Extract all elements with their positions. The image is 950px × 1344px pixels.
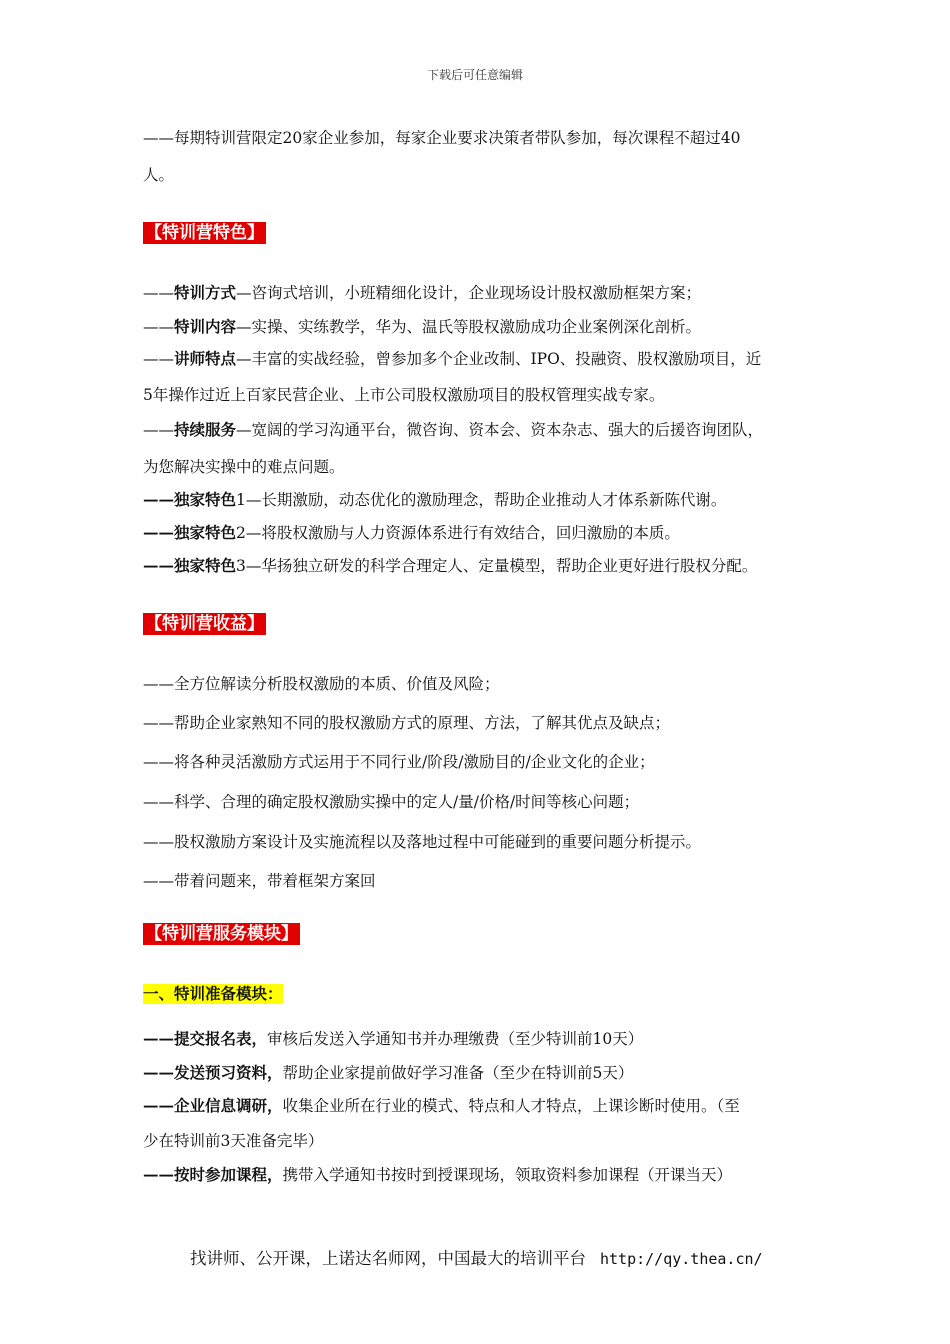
benefit-item: ——股权激励方案设计及实施流程以及落地过程中可能碰到的重要问题分析提示。: [143, 833, 702, 851]
feature-item: [143, 556, 757, 576]
service-item-continuation: 少在特训前3天准备完毕）: [143, 1132, 324, 1150]
sub-heading-preparation: 一、特训准备模块：: [143, 984, 283, 1003]
feature-dash: ——: [143, 284, 174, 302]
page-footer: [190, 1245, 763, 1269]
feature-text: —咨询式培训，小班精细化设计，企业现场设计股权激励框架方案；: [236, 284, 702, 302]
service-text: 收集企业所在行业的模式、特点和人才特点，上课诊断时使用。（至: [282, 1097, 740, 1115]
benefit-item: ——科学、合理的确定股权激励实操中的定人/量/价格/时间等核心问题；: [143, 793, 640, 811]
feature-text: —宽阔的学习沟通平台，微咨询、资本会、资本杂志、强大的后援咨询团队，: [236, 421, 764, 439]
feature-label: 特训内容: [174, 317, 237, 336]
section-heading-features: 【特训营特色】: [145, 223, 264, 243]
intro-line: ——每期特训营限定20家企业参加，每家企业要求决策者带队参加，每次课程不超过40: [143, 129, 741, 147]
benefit-item: ——帮助企业家熟知不同的股权激励方式的原理、方法，了解其优点及缺点；: [143, 714, 671, 732]
feature-number: 1: [236, 491, 246, 509]
service-label: ——提交报名表，: [143, 1029, 268, 1048]
intro-line: 人。: [143, 166, 175, 184]
feature-item: [143, 523, 680, 543]
feature-item: [143, 490, 726, 510]
service-text: 帮助企业家提前做好学习准备（至少在特训前5天）: [282, 1064, 634, 1082]
feature-item: [143, 349, 761, 369]
feature-dash: ——: [143, 556, 174, 575]
feature-label: 独家特色: [174, 556, 237, 575]
section-heading-benefits: 【特训营收益】: [145, 614, 264, 634]
section-heading-service-modules: 【特训营服务模块】: [145, 924, 298, 944]
feature-item: [143, 283, 701, 303]
service-item: [143, 1063, 633, 1083]
feature-label: 讲师特点: [174, 349, 237, 368]
service-label: ——企业信息调研，: [143, 1096, 283, 1115]
service-label: ——发送预习资料，: [143, 1063, 283, 1082]
benefit-item: ——带着问题来，带着框架方案回: [143, 872, 376, 890]
footer-text: 找讲师、公开课，上诺达名师网，中国最大的培训平台: [190, 1249, 586, 1268]
feature-text: —将股权激励与人力资源体系进行有效结合，回归激励的本质。: [245, 524, 680, 542]
feature-number: 3: [236, 557, 246, 575]
feature-label: 独家特色: [174, 523, 237, 542]
feature-dash: ——: [143, 318, 174, 336]
benefit-item: ——将各种灵活激励方式运用于不同行业/阶段/激励目的/企业文化的企业；: [143, 753, 655, 771]
service-item: [143, 1096, 740, 1116]
feature-label: 特训方式: [174, 283, 237, 302]
service-item: [143, 1029, 643, 1049]
feature-dash: ——: [143, 421, 174, 439]
feature-number: 2: [236, 524, 246, 542]
service-text: 携带入学通知书按时到授课现场，领取资料参加课程（开课当天）: [282, 1166, 733, 1184]
service-item: [143, 1165, 732, 1185]
feature-item: [143, 420, 763, 440]
feature-label: 独家特色: [174, 490, 237, 509]
feature-text: —丰富的实战经验，曾参加多个企业改制、IPO、投融资、股权激励项目，近: [236, 350, 762, 368]
feature-item-continuation: 为您解决实操中的难点问题。: [143, 458, 345, 476]
service-label: ——按时参加课程，: [143, 1165, 283, 1184]
feature-item: [143, 317, 701, 337]
feature-dash: ——: [143, 490, 174, 509]
feature-label: 持续服务: [174, 420, 237, 439]
feature-dash: ——: [143, 350, 174, 368]
feature-text: —实操、实练教学，华为、温氏等股权激励成功企业案例深化剖析。: [236, 318, 702, 336]
feature-text: —长期激励，动态优化的激励理念，帮助企业推动人才体系新陈代谢。: [245, 491, 727, 509]
feature-item-continuation: 5年操作过近上百家民营企业、上市公司股权激励项目的股权管理实战专家。: [143, 386, 665, 404]
page-header: 下载后可任意编辑: [426, 68, 523, 82]
feature-dash: ——: [143, 523, 174, 542]
service-text: 审核后发送入学通知书并办理缴费（至少特训前10天）: [267, 1030, 644, 1048]
footer-url[interactable]: http://qy.thea.cn/: [600, 1250, 763, 1268]
feature-text: —华扬独立研发的科学合理定人、定量模型，帮助企业更好进行股权分配。: [245, 557, 758, 575]
benefit-item: ——全方位解读分析股权激励的本质、价值及风险；: [143, 675, 500, 693]
